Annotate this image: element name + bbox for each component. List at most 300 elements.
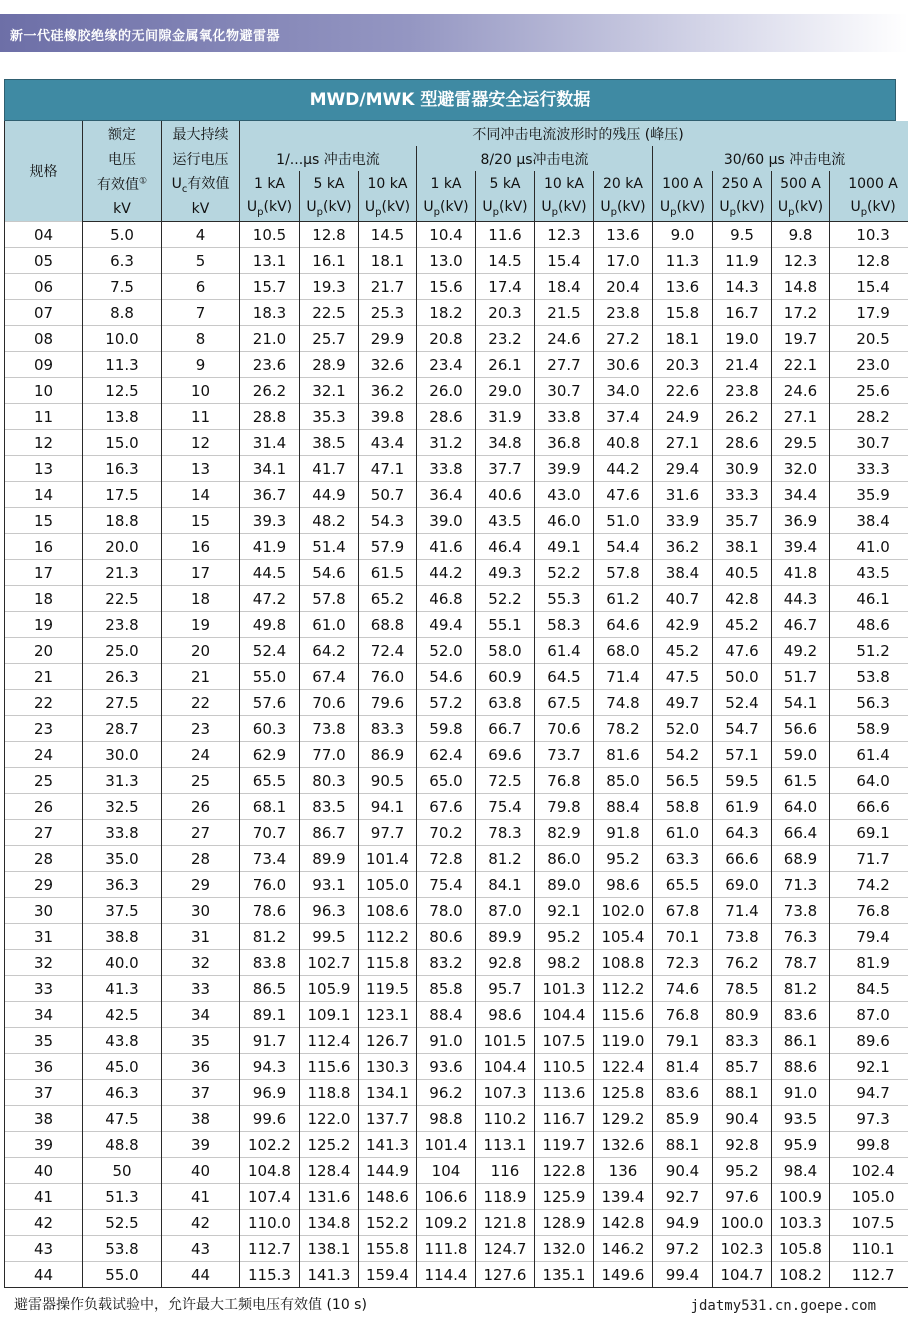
table-cell: 10	[5, 378, 83, 404]
table-cell: 20	[5, 638, 83, 664]
table-cell: 64.5	[535, 664, 594, 690]
table-row	[5, 898, 908, 924]
table-cell: 14.3	[713, 274, 772, 300]
table-cell: 29	[162, 872, 240, 898]
table-row	[5, 1158, 908, 1184]
table-cell: 102.3	[713, 1236, 772, 1262]
table-cell: 132.6	[594, 1132, 653, 1158]
table-cell: 96.3	[300, 898, 359, 924]
table-cell: 32	[162, 950, 240, 976]
table-cell: 89.9	[476, 924, 535, 950]
table-cell: 15	[162, 508, 240, 534]
table-cell: 22	[162, 690, 240, 716]
table-cell: 29.5	[772, 430, 830, 456]
table-cell: 23.2	[476, 326, 535, 352]
table-cell: 104.4	[476, 1054, 535, 1080]
table-cell: 64.2	[300, 638, 359, 664]
table-cell: 45.0	[83, 1054, 162, 1080]
table-cell: 62.4	[417, 742, 476, 768]
table-cell: 104	[417, 1158, 476, 1184]
header-group-3: 30/60 µs 冲击电流	[653, 146, 908, 171]
header-unit-0: $U_p(kV)$	[240, 196, 300, 222]
table-cell: 17.5	[83, 482, 162, 508]
table-cell: 81.2	[240, 924, 300, 950]
table-row	[5, 1054, 908, 1080]
table-cell: 114.4	[417, 1262, 476, 1288]
table-row	[5, 846, 908, 872]
table-cell: 53.8	[83, 1236, 162, 1262]
table-cell: 113.1	[476, 1132, 535, 1158]
table-cell: 38	[5, 1106, 83, 1132]
table-cell: 123.1	[359, 1002, 417, 1028]
table-cell: 25	[162, 768, 240, 794]
table-cell: 31.4	[240, 430, 300, 456]
table-cell: 39.9	[535, 456, 594, 482]
table-cell: 32.1	[300, 378, 359, 404]
table-cell: 88.4	[594, 794, 653, 820]
table-cell: 36.2	[653, 534, 713, 560]
table-cell: 107.5	[535, 1028, 594, 1054]
table-cell: 27.1	[772, 404, 830, 430]
table-cell: 14	[5, 482, 83, 508]
header-rated-line3: 有效值①	[83, 171, 162, 196]
table-cell: 15.7	[240, 274, 300, 300]
table-cell: 53.8	[830, 664, 908, 690]
table-cell: 118.8	[300, 1080, 359, 1106]
table-cell: 110.1	[830, 1236, 908, 1262]
table-cell: 48.8	[83, 1132, 162, 1158]
table-cell: 28	[162, 846, 240, 872]
table-cell: 83.3	[359, 716, 417, 742]
table-cell: 44.5	[240, 560, 300, 586]
table-cell: 16	[5, 534, 83, 560]
table-cell: 57.6	[240, 690, 300, 716]
table-cell: 49.2	[772, 638, 830, 664]
table-cell: 28.8	[240, 404, 300, 430]
table-row	[5, 482, 908, 508]
table-cell: 128.4	[300, 1158, 359, 1184]
table-cell: 88.1	[713, 1080, 772, 1106]
header-current-5: 10 kA	[535, 171, 594, 196]
table-cell: 51.3	[83, 1184, 162, 1210]
table-cell: 86.7	[300, 820, 359, 846]
table-cell: 29.0	[476, 378, 535, 404]
table-cell: 13.6	[594, 222, 653, 248]
table-row	[5, 586, 908, 612]
header-residual-title: 不同冲击电流波形时的残压 (峰压)	[240, 121, 908, 146]
table-cell: 27.1	[653, 430, 713, 456]
table-cell: 108.6	[359, 898, 417, 924]
table-cell: 7.5	[83, 274, 162, 300]
table-cell: 85.8	[417, 976, 476, 1002]
table-cell: 46.1	[830, 586, 908, 612]
table-cell: 43.0	[535, 482, 594, 508]
table-cell: 11.6	[476, 222, 535, 248]
table-cell: 25.6	[830, 378, 908, 404]
table-cell: 110.0	[240, 1210, 300, 1236]
table-cell: 74.2	[830, 872, 908, 898]
table-cell: 59.0	[772, 742, 830, 768]
table-row	[5, 1236, 908, 1262]
table-cell: 98.6	[594, 872, 653, 898]
table-cell: 73.8	[713, 924, 772, 950]
table-cell: 15.8	[653, 300, 713, 326]
table-cell: 73.8	[772, 898, 830, 924]
table-cell: 17	[5, 560, 83, 586]
table-cell: 39.0	[417, 508, 476, 534]
table-cell: 24	[5, 742, 83, 768]
table-cell: 52.2	[535, 560, 594, 586]
table-cell: 38.8	[83, 924, 162, 950]
table-cell: 46.3	[83, 1080, 162, 1106]
table-cell: 57.1	[713, 742, 772, 768]
table-cell: 27.7	[535, 352, 594, 378]
table-cell: 76.2	[713, 950, 772, 976]
table-cell: 61.4	[535, 638, 594, 664]
table-cell: 28.6	[713, 430, 772, 456]
table-cell: 30	[5, 898, 83, 924]
table-cell: 79.8	[535, 794, 594, 820]
table-cell: 52.4	[713, 690, 772, 716]
table-cell: 141.3	[359, 1132, 417, 1158]
table-cell: 12	[162, 430, 240, 456]
table-cell: 36.3	[83, 872, 162, 898]
table-cell: 55.0	[240, 664, 300, 690]
table-cell: 85.9	[653, 1106, 713, 1132]
table-cell: 121.8	[476, 1210, 535, 1236]
table-cell: 112.4	[300, 1028, 359, 1054]
header-unit-2: $U_p(kV)$	[359, 196, 417, 222]
table-cell: 44	[162, 1262, 240, 1288]
table-cell: 61.9	[713, 794, 772, 820]
table-cell: 63.8	[476, 690, 535, 716]
header-current-4: 5 kA	[476, 171, 535, 196]
table-cell: 13.8	[83, 404, 162, 430]
table-cell: 28.9	[300, 352, 359, 378]
table-cell: 43	[162, 1236, 240, 1262]
table-cell: 36	[5, 1054, 83, 1080]
table-cell: 51.4	[300, 534, 359, 560]
table-cell: 100.9	[772, 1184, 830, 1210]
table-cell: 105.0	[359, 872, 417, 898]
table-cell: 47.5	[83, 1106, 162, 1132]
table-cell: 15.4	[535, 248, 594, 274]
table-cell: 32.0	[772, 456, 830, 482]
table-cell: 98.4	[772, 1158, 830, 1184]
table-cell: 43.5	[476, 508, 535, 534]
table-cell: 36.8	[535, 430, 594, 456]
table-cell: 14	[162, 482, 240, 508]
table-cell: 108.2	[772, 1262, 830, 1288]
table-cell: 57.9	[359, 534, 417, 560]
data-table-container	[4, 79, 896, 1288]
table-cell: 44.9	[300, 482, 359, 508]
table-cell: 23.8	[594, 300, 653, 326]
table-cell: 49.7	[653, 690, 713, 716]
table-cell: 115.3	[240, 1262, 300, 1288]
table-cell: 15.0	[83, 430, 162, 456]
table-cell: 89.0	[535, 872, 594, 898]
header-current-10: 1000 A	[830, 171, 908, 196]
table-row	[5, 300, 908, 326]
table-cell: 82.9	[535, 820, 594, 846]
table-row	[5, 404, 908, 430]
table-cell: 45.2	[653, 638, 713, 664]
table-cell: 125.2	[300, 1132, 359, 1158]
table-cell: 71.7	[830, 846, 908, 872]
header-current-6: 20 kA	[594, 171, 653, 196]
table-cell: 49.8	[240, 612, 300, 638]
table-row	[5, 352, 908, 378]
table-cell: 25.7	[300, 326, 359, 352]
table-cell: 38	[162, 1106, 240, 1132]
table-cell: 31.6	[653, 482, 713, 508]
site-watermark: jdatmy531.cn.goepe.com	[690, 1298, 876, 1314]
table-cell: 23	[5, 716, 83, 742]
table-row	[5, 1132, 908, 1158]
table-cell: 18.8	[83, 508, 162, 534]
table-cell: 35.3	[300, 404, 359, 430]
table-cell: 54.7	[713, 716, 772, 742]
table-cell: 125.8	[594, 1080, 653, 1106]
table-cell: 54.4	[594, 534, 653, 560]
table-cell: 83.6	[772, 1002, 830, 1028]
table-cell: 27	[162, 820, 240, 846]
table-cell: 18	[162, 586, 240, 612]
table-cell: 100.0	[713, 1210, 772, 1236]
table-cell: 47.6	[594, 482, 653, 508]
table-cell: 18.1	[653, 326, 713, 352]
table-cell: 58.8	[653, 794, 713, 820]
table-cell: 116	[476, 1158, 535, 1184]
header-rated-line2: 电压	[83, 146, 162, 171]
table-cell: 13.6	[653, 274, 713, 300]
table-cell: 25.0	[83, 638, 162, 664]
table-cell: 30.7	[535, 378, 594, 404]
table-cell: 146.2	[594, 1236, 653, 1262]
table-cell: 20.8	[417, 326, 476, 352]
table-cell: 66.6	[713, 846, 772, 872]
table-cell: 69.0	[713, 872, 772, 898]
table-cell: 79.6	[359, 690, 417, 716]
table-cell: 24	[162, 742, 240, 768]
table-cell: 76.0	[240, 872, 300, 898]
table-cell: 33	[162, 976, 240, 1002]
table-body	[5, 222, 908, 1288]
table-cell: 64.0	[830, 768, 908, 794]
table-cell: 104.7	[713, 1262, 772, 1288]
table-cell: 34.8	[476, 430, 535, 456]
table-cell: 28.2	[830, 404, 908, 430]
table-cell: 86.5	[240, 976, 300, 1002]
table-cell: 27.5	[83, 690, 162, 716]
table-cell: 67.5	[535, 690, 594, 716]
table-cell: 19	[5, 612, 83, 638]
header-group-1: 1/...µs 冲击电流	[240, 146, 417, 171]
table-cell: 10.4	[417, 222, 476, 248]
table-cell: 104.8	[240, 1158, 300, 1184]
table-cell: 80.3	[300, 768, 359, 794]
page-banner	[0, 14, 908, 52]
table-cell: 122.4	[594, 1054, 653, 1080]
table-cell: 37.4	[594, 404, 653, 430]
table-cell: 44.3	[772, 586, 830, 612]
table-cell: 21.5	[535, 300, 594, 326]
table-cell: 111.8	[417, 1236, 476, 1262]
table-cell: 112.2	[594, 976, 653, 1002]
table-cell: 61.2	[594, 586, 653, 612]
table-cell: 76.0	[359, 664, 417, 690]
table-cell: 102.4	[830, 1158, 908, 1184]
table-cell: 149.6	[594, 1262, 653, 1288]
header-current-7: 100 A	[653, 171, 713, 196]
table-cell: 80.6	[417, 924, 476, 950]
header-group-2: 8/20 µs冲击电流	[417, 146, 653, 171]
header-unit-4: $U_p(kV)$	[476, 196, 535, 222]
table-cell: 70.6	[535, 716, 594, 742]
table-cell: 33	[5, 976, 83, 1002]
table-cell: 118.9	[476, 1184, 535, 1210]
header-current-1: 5 kA	[300, 171, 359, 196]
table-cell: 26.2	[240, 378, 300, 404]
table-cell: 68.0	[594, 638, 653, 664]
table-cell: 87.0	[476, 898, 535, 924]
table-row	[5, 924, 908, 950]
table-cell: 34.0	[594, 378, 653, 404]
table-cell: 26	[5, 794, 83, 820]
table-cell: 99.8	[830, 1132, 908, 1158]
table-cell: 95.9	[772, 1132, 830, 1158]
table-cell: 33.8	[83, 820, 162, 846]
table-cell: 14.8	[772, 274, 830, 300]
header-current-8: 250 A	[713, 171, 772, 196]
table-cell: 49.4	[417, 612, 476, 638]
table-cell: 67.4	[300, 664, 359, 690]
table-cell: 04	[5, 222, 83, 248]
table-cell: 73.7	[535, 742, 594, 768]
table-cell: 52.0	[417, 638, 476, 664]
table-row	[5, 1106, 908, 1132]
table-cell: 39	[5, 1132, 83, 1158]
table-cell: 44.2	[417, 560, 476, 586]
table-cell: 57.8	[300, 586, 359, 612]
table-cell: 39.3	[240, 508, 300, 534]
table-cell: 79.4	[830, 924, 908, 950]
table-cell: 17.9	[830, 300, 908, 326]
table-cell: 31.3	[83, 768, 162, 794]
table-cell: 42	[5, 1210, 83, 1236]
table-cell: 92.1	[535, 898, 594, 924]
table-cell: 25	[5, 768, 83, 794]
table-cell: 5	[162, 248, 240, 274]
table-cell: 09	[5, 352, 83, 378]
table-cell: 110.5	[535, 1054, 594, 1080]
table-cell: 11.3	[653, 248, 713, 274]
table-cell: 110.2	[476, 1106, 535, 1132]
table-cell: 18	[5, 586, 83, 612]
table-cell: 26	[162, 794, 240, 820]
table-cell: 83.5	[300, 794, 359, 820]
table-cell: 61.5	[359, 560, 417, 586]
table-cell: 30	[162, 898, 240, 924]
table-cell: 86.0	[535, 846, 594, 872]
table-cell: 54.1	[772, 690, 830, 716]
table-cell: 9	[162, 352, 240, 378]
table-cell: 144.9	[359, 1158, 417, 1184]
table-cell: 17	[162, 560, 240, 586]
table-cell: 70.1	[653, 924, 713, 950]
table-cell: 9.5	[713, 222, 772, 248]
table-row	[5, 1002, 908, 1028]
table-cell: 21.7	[359, 274, 417, 300]
table-cell: 159.4	[359, 1262, 417, 1288]
table-cell: 10	[162, 378, 240, 404]
table-row	[5, 716, 908, 742]
table-cell: 105.0	[830, 1184, 908, 1210]
table-cell: 125.9	[535, 1184, 594, 1210]
table-cell: 115.6	[594, 1002, 653, 1028]
table-cell: 75.4	[476, 794, 535, 820]
table-cell: 22.5	[83, 586, 162, 612]
table-cell: 92.7	[653, 1184, 713, 1210]
table-cell: 72.5	[476, 768, 535, 794]
table-cell: 92.8	[713, 1132, 772, 1158]
table-cell: 11.3	[83, 352, 162, 378]
table-cell: 89.9	[300, 846, 359, 872]
table-cell: 41	[162, 1184, 240, 1210]
table-cell: 98.2	[535, 950, 594, 976]
table-cell: 12	[5, 430, 83, 456]
table-cell: 57.8	[594, 560, 653, 586]
table-cell: 101.3	[535, 976, 594, 1002]
table-cell: 07	[5, 300, 83, 326]
table-cell: 41.0	[830, 534, 908, 560]
table-cell: 31.2	[417, 430, 476, 456]
table-cell: 99.6	[240, 1106, 300, 1132]
table-cell: 31.9	[476, 404, 535, 430]
header-mcov-line3: $U_c$有效值	[162, 171, 240, 196]
table-cell: 39	[162, 1132, 240, 1158]
table-cell: 05	[5, 248, 83, 274]
table-cell: 61.5	[772, 768, 830, 794]
table-cell: 98.6	[476, 1002, 535, 1028]
table-cell: 34	[5, 1002, 83, 1028]
table-cell: 43	[5, 1236, 83, 1262]
table-cell: 56.3	[830, 690, 908, 716]
table-cell: 44	[5, 1262, 83, 1288]
table-cell: 15	[5, 508, 83, 534]
table-cell: 32	[5, 950, 83, 976]
table-cell: 26.0	[417, 378, 476, 404]
table-cell: 36.4	[417, 482, 476, 508]
table-cell: 134.8	[300, 1210, 359, 1236]
table-cell: 79.1	[653, 1028, 713, 1054]
table-cell: 73.8	[300, 716, 359, 742]
table-cell: 35.0	[83, 846, 162, 872]
table-cell: 97.6	[713, 1184, 772, 1210]
table-cell: 68.8	[359, 612, 417, 638]
table-cell: 107.4	[240, 1184, 300, 1210]
table-cell: 78.7	[772, 950, 830, 976]
table-cell: 105.8	[772, 1236, 830, 1262]
table-cell: 33.3	[830, 456, 908, 482]
table-row	[5, 274, 908, 300]
table-cell: 60.3	[240, 716, 300, 742]
table-row	[5, 612, 908, 638]
table-cell: 88.4	[417, 1002, 476, 1028]
table-cell: 18.1	[359, 248, 417, 274]
table-cell: 21.3	[83, 560, 162, 586]
